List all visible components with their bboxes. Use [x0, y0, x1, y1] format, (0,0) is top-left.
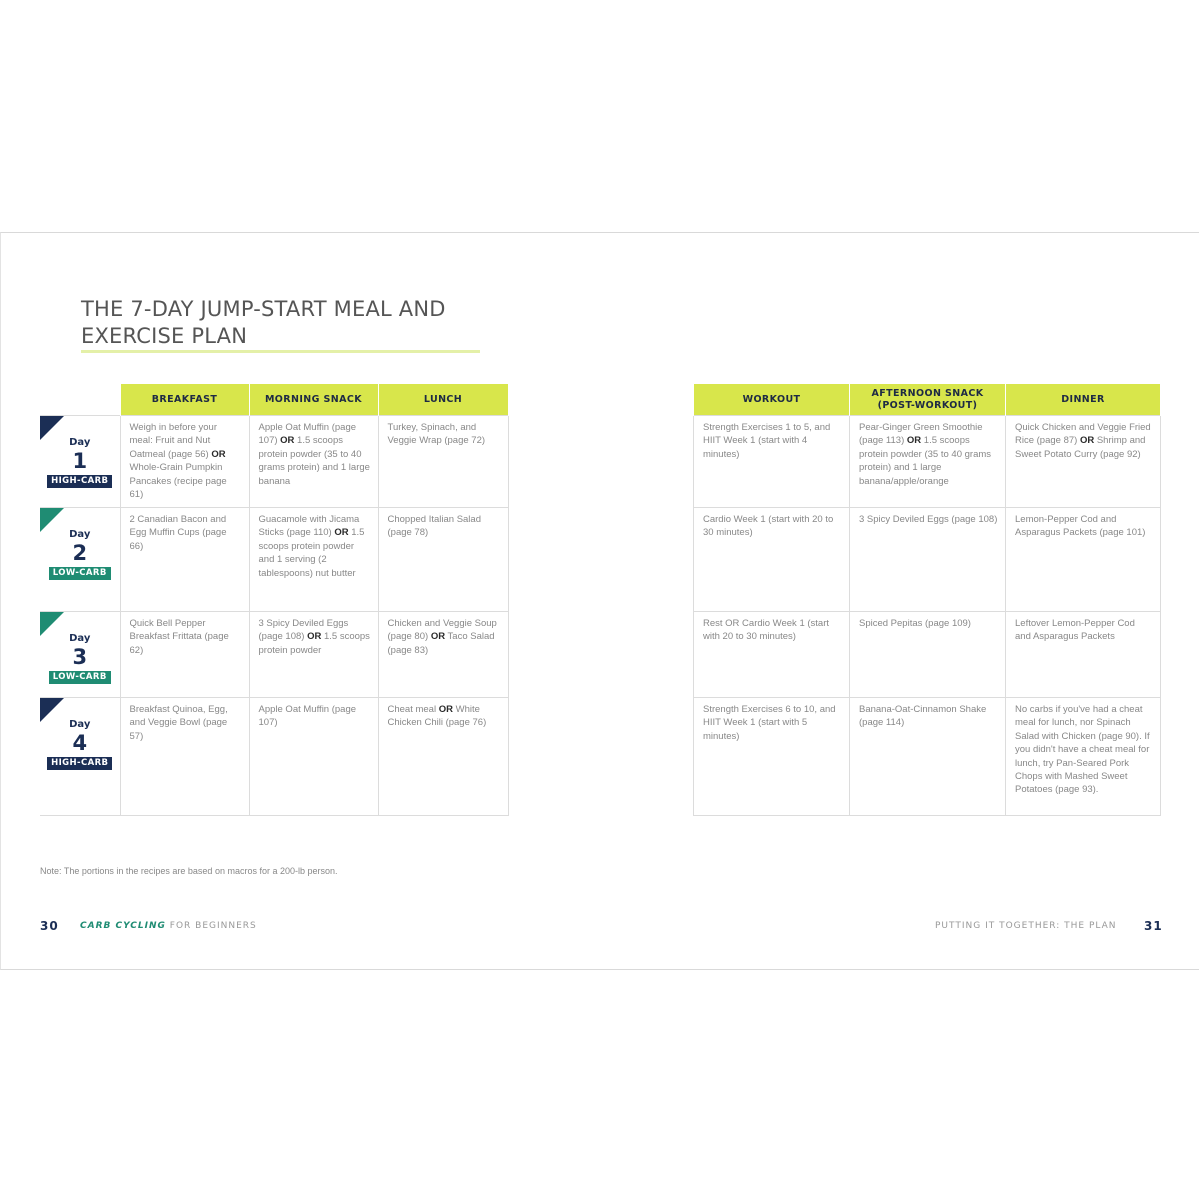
dinner-cell: Lemon-Pepper Cod and Asparagus Packets (page 101) [1006, 508, 1161, 612]
or-keyword: OR [1079, 435, 1095, 447]
table-row [694, 698, 1161, 816]
header-workout: WORKOUT [694, 384, 850, 416]
breakfast-cell: Weigh in before your meal: Fruit and Nut Oatmeal (page 56) OR Whole-Grain Pumpkin Pancakes (recipe page 61) [120, 416, 249, 508]
workout-cell: Strength Exercises 1 to 5, and HIIT Week 1 (start with 4 minutes) [694, 416, 850, 508]
day-word: Day [69, 437, 91, 448]
running-head-right: PUTTING IT TOGETHER: THE PLAN [935, 921, 1117, 931]
day-word: Day [69, 529, 91, 540]
corner-flag-icon [40, 508, 64, 532]
header-dinner: DINNER [1006, 384, 1161, 416]
running-head-left [80, 921, 257, 931]
morning-snack-cell: Apple Oat Muffin (page 107) [249, 698, 378, 816]
afternoon-snack-cell: 3 Spicy Deviled Eggs (page 108) [850, 508, 1006, 612]
carb-badge: LOW-CARB [49, 567, 111, 580]
or-keyword: OR [438, 704, 453, 715]
header-lunch: LUNCH [378, 384, 508, 416]
or-keyword: OR [211, 448, 226, 460]
blank-header-cell [40, 384, 120, 416]
table-row [40, 508, 508, 612]
dinner-cell: Quick Chicken and Veggie Fried Rice (page 87) OR Shrimp and Sweet Potato Curry (page 92) [1006, 416, 1161, 508]
day-label-cell [40, 612, 120, 698]
day-label-cell [40, 698, 120, 816]
day-number: 3 [72, 645, 88, 670]
day-label-cell [40, 508, 120, 612]
day-word: Day [69, 719, 91, 730]
afternoon-snack-cell: Pear-Ginger Green Smoothie (page 113) OR 1.5 scoops protein powder (35 to 40 grams protein) and 1 large banana/apple/orange [850, 416, 1006, 508]
morning-snack-cell: Guacamole with Jicama Sticks (page 110) OR 1.5 scoops protein powder and 1 serving (2 tablespoons) nut butter [249, 508, 378, 612]
or-keyword: OR [430, 631, 446, 643]
day-word: Day [69, 633, 91, 644]
corner-flag-icon [40, 698, 64, 722]
afternoon-snack-cell: Banana-Oat-Cinnamon Shake (page 114) [850, 698, 1006, 816]
corner-flag-icon [40, 416, 64, 440]
or-keyword: OR [307, 631, 322, 643]
carb-badge: HIGH-CARB [47, 757, 112, 770]
table-row [40, 416, 508, 508]
header-afternoon-snack: AFTERNOON SNACK (POST-WORKOUT) [850, 384, 1006, 416]
header-breakfast: BREAKFAST [120, 384, 249, 416]
breakfast-cell: 2 Canadian Bacon and Egg Muffin Cups (page 66) [120, 508, 249, 612]
breakfast-cell: Quick Bell Pepper Breakfast Frittata (page 62) [120, 612, 249, 698]
day-number: 4 [72, 731, 88, 756]
workout-cell: Cardio Week 1 (start with 20 to 30 minutes) [694, 508, 850, 612]
morning-snack-cell: Apple Oat Muffin (page 107) OR 1.5 scoops protein powder (35 to 40 grams protein) and 1 large banana [249, 416, 378, 508]
dinner-cell: Leftover Lemon-Pepper Cod and Asparagus Packets [1006, 612, 1161, 698]
portion-note: Note: The portions in the recipes are based on macros for a 200-lb person. [40, 866, 338, 876]
or-keyword: OR [906, 435, 922, 447]
breakfast-cell: Breakfast Quinoa, Egg, and Veggie Bowl (page 57) [120, 698, 249, 816]
table-row [40, 612, 508, 698]
lunch-cell: Turkey, Spinach, and Veggie Wrap (page 72) [378, 416, 508, 508]
table-row [694, 416, 1161, 508]
workout-cell: Rest OR Cardio Week 1 (start with 20 to 30 minutes) [694, 612, 850, 698]
dinner-cell: No carbs if you've had a cheat meal for lunch, nor Spinach Salad with Chicken (page 90). If you didn't have a cheat meal for lunch, try Pan-Seared Pork Chops with Mashed Sweet Potatoes (page 93). [1006, 698, 1161, 816]
afternoon-snack-cell: Spiced Pepitas (page 109) [850, 612, 1006, 698]
carb-badge: LOW-CARB [49, 671, 111, 684]
header-morning-snack: MORNING SNACK [249, 384, 378, 416]
morning-snack-cell: 3 Spicy Deviled Eggs (page 108) OR 1.5 scoops protein powder [249, 612, 378, 698]
lunch-cell: Chopped Italian Salad (page 78) [378, 508, 508, 612]
or-keyword: OR [334, 527, 349, 539]
page-number-right: 31 [1144, 919, 1163, 933]
table-row [694, 612, 1161, 698]
title-underline [81, 350, 480, 353]
or-keyword: OR [280, 435, 295, 447]
table-row [694, 508, 1161, 612]
table-row [40, 698, 508, 816]
lunch-cell: Chicken and Veggie Soup (page 80) OR Taco Salad (page 83) [378, 612, 508, 698]
meal-plan-table-right [693, 384, 1161, 816]
meal-plan-table-left [40, 384, 509, 816]
day-number: 2 [72, 541, 88, 566]
lunch-cell: Cheat meal OR White Chicken Chili (page 76) [378, 698, 508, 816]
day-label-cell [40, 416, 120, 508]
day-number: 1 [72, 449, 88, 474]
page-number-left: 30 [40, 919, 59, 933]
corner-flag-icon [40, 612, 64, 636]
book-brand: CARB CYCLING [80, 921, 166, 931]
book-subtitle: FOR BEGINNERS [165, 921, 257, 931]
carb-badge: HIGH-CARB [47, 475, 112, 488]
page-title: THE 7-DAY JUMP-START MEAL AND EXERCISE PLAN [81, 297, 446, 348]
workout-cell: Strength Exercises 6 to 10, and HIIT Week 1 (start with 5 minutes) [694, 698, 850, 816]
